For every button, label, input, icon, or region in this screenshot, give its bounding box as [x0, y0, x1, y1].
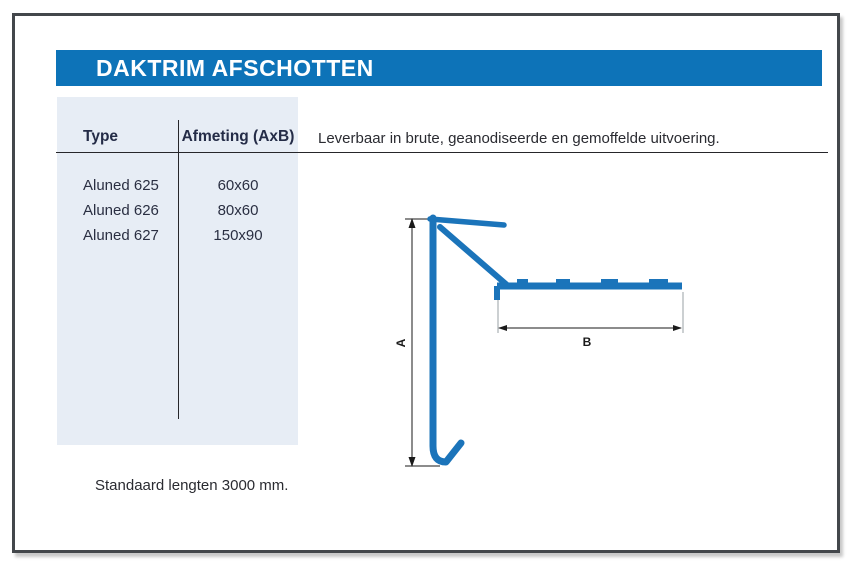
profile-diagram	[380, 198, 700, 483]
table-row-type: Aluned 627	[83, 227, 159, 244]
aluned-profile-shape	[430, 218, 682, 462]
profile-vertical-face	[433, 218, 461, 462]
table-row-type: Aluned 626	[83, 202, 159, 219]
table-row-size: 60x60	[217, 177, 259, 194]
column-header-type: Type	[83, 128, 119, 145]
profile-top-flange	[430, 219, 504, 225]
table-header-rule	[56, 152, 828, 153]
standard-length-note: Standaard lengten 3000 mm.	[95, 477, 289, 494]
title-bar	[56, 50, 822, 86]
table-row-type: Aluned 625	[83, 177, 159, 194]
dimension-extension-lines	[498, 292, 683, 333]
profile-deck-tabs	[517, 279, 668, 283]
dimension-lines	[405, 219, 681, 466]
dimension-arrowheads	[409, 218, 683, 467]
profile-diagonal-strut	[440, 227, 507, 285]
page-title: DAKTRIM AFSCHOTTEN	[96, 54, 374, 81]
table-row-size: 150x90	[213, 227, 263, 244]
availability-note: Leverbaar in brute, geanodiseerde en gemoffelde uitvoering.	[318, 130, 720, 147]
dim-b-label: B	[582, 335, 592, 349]
dim-a-label: A	[394, 338, 408, 348]
table-column-divider	[178, 120, 179, 419]
table-row-size: 80x60	[217, 202, 259, 219]
column-header-afmeting: Afmeting (AxB)	[181, 128, 295, 145]
